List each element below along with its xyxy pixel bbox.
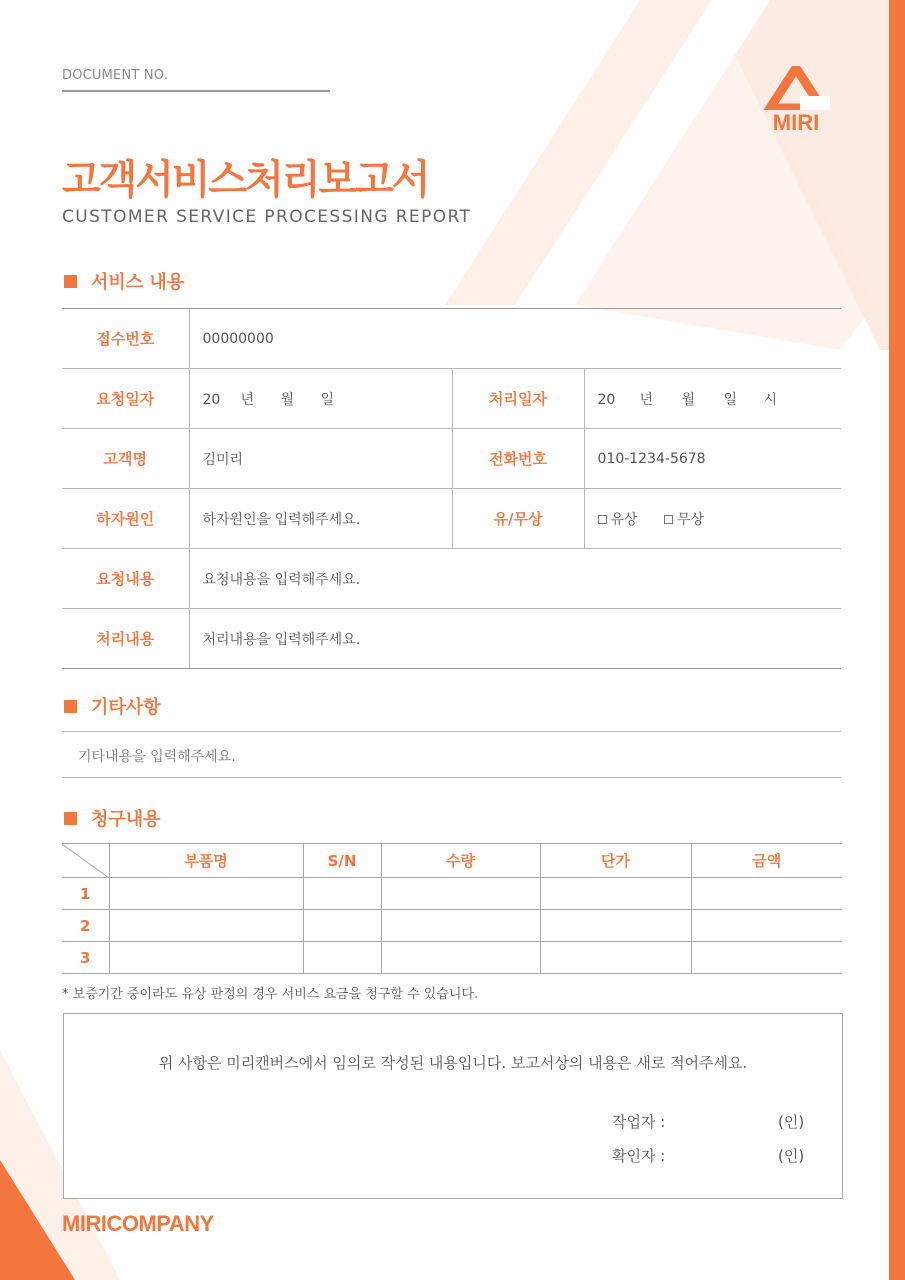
document-number-label: DOCUMENT NO.: [62, 68, 169, 83]
paid-checkbox[interactable]: [598, 515, 607, 524]
quantity-cell[interactable]: [381, 910, 540, 942]
row-number: 2: [62, 910, 109, 942]
square-bullet-icon: [64, 275, 77, 288]
logo-text: MIRI: [772, 110, 820, 135]
defect-cause-label: 하자원인: [62, 489, 189, 549]
diagonal-header-cell: [62, 844, 109, 878]
writer-label: 작업자 :: [612, 1113, 666, 1131]
table-row: [62, 489, 841, 549]
square-bullet-icon: [64, 700, 77, 713]
column-header-amount: 금액: [691, 844, 842, 878]
column-header-serial: S/N: [303, 844, 381, 878]
notice-text: 위 사항은 미리캔버스에서 임의로 작성된 내용입니다. 보고서상의 내용은 새로 적어주세요.: [158, 1054, 748, 1072]
part-name-cell[interactable]: [109, 942, 303, 974]
phone-value[interactable]: 010-1234-5678: [584, 429, 841, 489]
receipt-no-label: 접수번호: [62, 309, 189, 369]
request-content-label: 요청내용: [62, 549, 189, 609]
service-section-heading: [62, 268, 184, 294]
checker-label: 확인자 :: [612, 1147, 666, 1165]
page-title: 고객서비스처리보고서: [62, 157, 429, 203]
process-date-year-prefix: 20: [597, 391, 616, 408]
paid-free-label: 유/무상: [452, 489, 584, 549]
etc-section-heading: [62, 693, 161, 719]
page-subtitle: CUSTOMER SERVICE PROCESSING REPORT: [62, 207, 472, 227]
amount-cell[interactable]: [691, 878, 842, 910]
process-date-value[interactable]: [584, 369, 841, 429]
free-option-label: 무상: [677, 511, 705, 528]
quantity-cell[interactable]: [381, 942, 540, 974]
amount-cell[interactable]: [691, 942, 842, 974]
table-row: [62, 549, 841, 609]
request-date-year-prefix: 20: [202, 391, 221, 408]
logo-triangle-icon: [762, 66, 830, 110]
document-number-field[interactable]: [62, 68, 330, 92]
process-date-day-unit: 일: [723, 391, 738, 408]
quantity-cell[interactable]: [381, 878, 540, 910]
table-row: [62, 878, 842, 910]
table-row: [62, 609, 841, 669]
request-date-value[interactable]: [189, 369, 452, 429]
part-name-cell[interactable]: [109, 910, 303, 942]
column-header-quantity: 수량: [381, 844, 540, 878]
process-date-label: 처리일자: [452, 369, 584, 429]
serial-cell[interactable]: [303, 910, 381, 942]
request-date-day-unit: 일: [320, 391, 335, 408]
billing-section-heading: [62, 805, 161, 831]
table-row: [62, 369, 841, 429]
square-bullet-icon: [64, 812, 77, 825]
footer-company-name: MIRICOMPANY: [62, 1211, 214, 1236]
paid-free-options: [584, 489, 841, 549]
request-date-year-unit: 년: [240, 391, 255, 408]
serial-cell[interactable]: [303, 878, 381, 910]
request-content-value[interactable]: 요청내용을 입력해주세요.: [189, 549, 841, 609]
process-content-value[interactable]: 처리내용을 입력해주세요.: [189, 609, 841, 669]
service-heading-text: 서비스 내용: [91, 272, 185, 293]
free-checkbox[interactable]: [664, 515, 673, 524]
warranty-note-text: * 보증기간 중이라도 유상 판정의 경우 서비스 요금을 청구할 수 있습니다: [62, 987, 475, 1002]
billing-header-row: [62, 844, 842, 878]
table-row: [62, 910, 842, 942]
request-date-month-unit: 월: [280, 391, 295, 408]
process-date-month-unit: 월: [681, 391, 696, 408]
process-date-hour-unit: 시: [763, 391, 778, 408]
row-number: 1: [62, 878, 109, 910]
etc-heading-text: 기타사항: [91, 697, 161, 718]
warranty-note-dot: .: [474, 987, 479, 1002]
service-table: [62, 308, 841, 669]
process-date-year-unit: 년: [639, 391, 654, 408]
serial-cell[interactable]: [303, 942, 381, 974]
unit-price-cell[interactable]: [540, 910, 691, 942]
column-header-unit-price: 단가: [540, 844, 691, 878]
diagonal-line-icon: [62, 844, 109, 878]
table-row: [62, 942, 842, 974]
column-header-part-name: 부품명: [109, 844, 303, 878]
paid-option-label: 유상: [610, 511, 638, 528]
etc-content-field[interactable]: 기타내용을 입력해주세요.: [62, 731, 841, 778]
company-logo: [762, 66, 830, 136]
unit-price-cell[interactable]: [540, 878, 691, 910]
billing-table-wrap: [62, 843, 842, 974]
receipt-no-value[interactable]: 00000000: [189, 309, 841, 369]
billing-heading-text: 청구내용: [91, 809, 161, 830]
row-number: 3: [62, 942, 109, 974]
customer-name-label: 고객명: [62, 429, 189, 489]
request-date-label: 요청일자: [62, 369, 189, 429]
part-name-cell[interactable]: [109, 878, 303, 910]
table-row: [62, 309, 841, 369]
table-row: [62, 429, 841, 489]
checker-seal[interactable]: (인): [778, 1147, 805, 1165]
defect-cause-value[interactable]: 하자원인을 입력해주세요.: [189, 489, 452, 549]
process-content-label: 처리내용: [62, 609, 189, 669]
unit-price-cell[interactable]: [540, 942, 691, 974]
customer-name-value[interactable]: 김미리: [189, 429, 452, 489]
phone-label: 전화번호: [452, 429, 584, 489]
service-table-wrap: [62, 308, 841, 669]
amount-cell[interactable]: [691, 910, 842, 942]
billing-table: [62, 843, 842, 974]
warranty-note: [62, 983, 478, 1002]
notice-box: [63, 1013, 843, 1199]
writer-seal[interactable]: (인): [778, 1113, 805, 1131]
